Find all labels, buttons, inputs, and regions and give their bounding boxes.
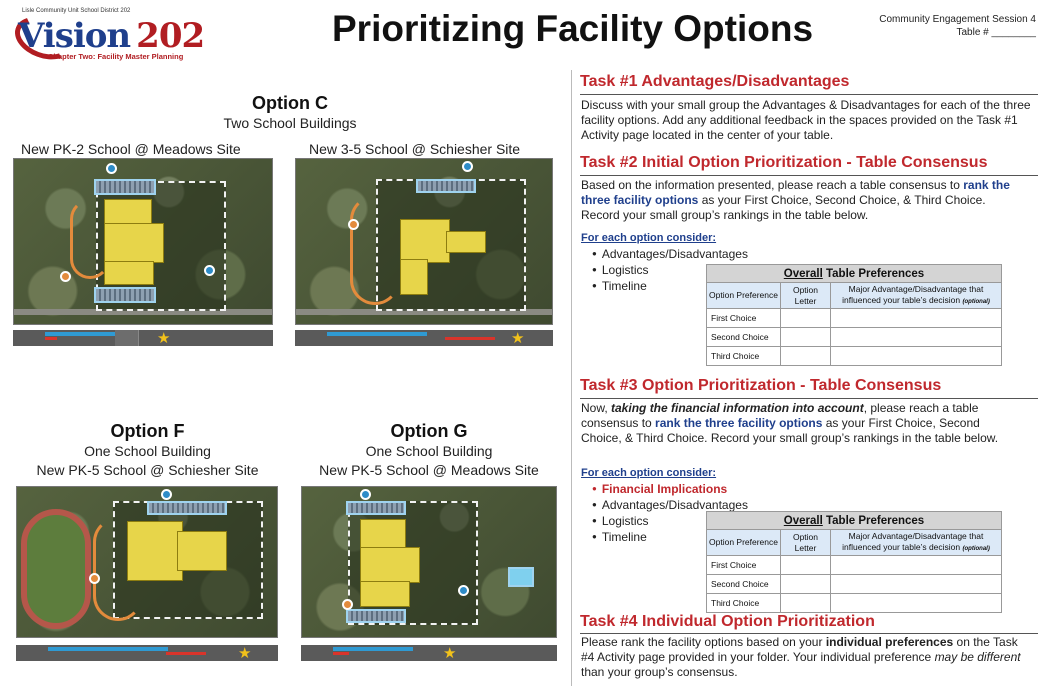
table-row <box>707 309 1002 328</box>
list-item: ● Timeline <box>592 278 748 294</box>
task-2-preferences-table <box>706 264 1002 366</box>
column-header: Option Preference <box>707 530 781 556</box>
option-c-schiesher-map <box>295 158 553 325</box>
option-g-site: New PK-5 School @ Meadows Site <box>319 462 539 478</box>
list-item: ● Financial Implications <box>592 481 748 497</box>
star-icon: ★ <box>511 330 525 346</box>
task-1-body: Discuss with your small group the Advantages & Disadvantages for each of the three facility options. Add any additional feedback in the spaces provided on the Task #1 Activity page located in the center of your table. <box>581 98 1031 142</box>
table-row <box>707 594 1002 613</box>
reason-cell[interactable] <box>831 309 1002 328</box>
task-2-heading: Task #2 Initial Option Prioritization - Table Consensus <box>580 154 988 171</box>
option-f-heading <box>20 420 275 480</box>
task-4-heading: Task #4 Individual Option Prioritization <box>580 613 875 630</box>
option-c-right-timeline <box>295 330 553 346</box>
option-g-map <box>301 486 557 638</box>
option-c-left-timeline <box>13 330 273 346</box>
table-row <box>707 575 1002 594</box>
task-2-consider-label: For each option consider: <box>581 232 717 244</box>
page-title: Prioritizing Facility Options <box>332 8 814 49</box>
reason-cell[interactable] <box>831 556 1002 575</box>
option-g-title: Option G <box>390 421 468 441</box>
row-label: Second Choice <box>707 328 781 347</box>
table-number-field: Table # ________ <box>956 27 1036 38</box>
task-2-body: Based on the information presented, please reach a table consensus to rank the three facility options as your First Choice, Second Choice, & Third Choice. Record your small group’s rankings in the table below. <box>581 178 1010 222</box>
task-1-rule <box>580 94 1038 95</box>
task-4-rule <box>580 633 1038 634</box>
option-f-site: New PK-5 School @ Schiesher Site <box>36 462 259 478</box>
option-letter-cell[interactable] <box>781 575 831 594</box>
reason-cell[interactable] <box>831 328 1002 347</box>
list-item: ● Logistics <box>592 513 748 529</box>
option-letter-cell[interactable] <box>781 347 831 366</box>
logo-subtitle: Chapter Two: Facility Master Planning <box>48 52 184 61</box>
option-f-subtitle: One School Building <box>84 443 211 459</box>
option-c-title: Option C <box>252 93 328 113</box>
option-letter-cell[interactable] <box>781 594 831 613</box>
session-label: Community Engagement Session 4 <box>879 14 1036 25</box>
option-c-meadows-map <box>13 158 273 325</box>
option-letter-cell[interactable] <box>781 328 831 347</box>
reason-cell[interactable] <box>831 347 1002 366</box>
table-caption: Overall Table Preferences <box>707 512 1002 530</box>
list-item: ● Timeline <box>592 529 748 545</box>
session-info <box>879 13 1036 39</box>
row-label: Second Choice <box>707 575 781 594</box>
row-label: Third Choice <box>707 347 781 366</box>
table-row <box>707 328 1002 347</box>
option-c-right-site: New 3-5 School @ Schiesher Site <box>309 141 521 157</box>
list-item: ● Logistics <box>592 262 748 278</box>
column-header: Major Advantage/Disadvantage that influenced your table’s decision (optional) <box>831 283 1002 309</box>
option-g-heading <box>300 420 558 480</box>
table-row <box>707 347 1002 366</box>
panel-divider <box>571 70 572 686</box>
star-icon: ★ <box>443 645 457 661</box>
task-3-consider-label: For each option consider: <box>581 467 717 479</box>
option-f-timeline <box>16 645 278 661</box>
task-3-preferences-table <box>706 511 1002 613</box>
star-icon: ★ <box>238 645 252 661</box>
option-letter-cell[interactable] <box>781 556 831 575</box>
list-item: ● Advantages/Disadvantages <box>592 246 748 262</box>
vision-202-logo <box>12 6 205 64</box>
task-2-rule <box>580 175 1038 176</box>
option-c-subtitle: Two School Buildings <box>223 115 357 131</box>
option-g-subtitle: One School Building <box>365 443 493 459</box>
option-c-heading <box>200 92 380 133</box>
table-row <box>707 556 1002 575</box>
star-icon: ★ <box>157 330 171 346</box>
reason-cell[interactable] <box>831 575 1002 594</box>
list-item: ● Advantages/Disadvantages <box>592 497 748 513</box>
column-header: Option Letter <box>781 530 831 556</box>
logo-wordmark: Vision 202 <box>18 16 205 56</box>
option-f-title: Option F <box>110 421 185 441</box>
task-3-body: Now, taking the financial information into account, please reach a table consensus to rank the three facility options as your First Choice, Second Choice, & Third Choice. Record your small group’s rankings in the table below. <box>581 401 999 445</box>
task-1-heading: Task #1 Advantages/Disadvantages <box>580 73 850 90</box>
table-caption: Overall Table Preferences <box>707 265 1002 283</box>
task-3-heading: Task #3 Option Prioritization - Table Consensus <box>580 377 942 394</box>
option-c-left-site: New PK-2 School @ Meadows Site <box>21 141 241 157</box>
task-4-body: Please rank the facility options based on your individual preferences on the Task #4 Activity page provided in your folder. Your individual preference may be different than your group’s consensus. <box>581 635 1021 679</box>
district-name: Lisle Community Unit School District 202 <box>22 8 131 14</box>
option-f-map <box>16 486 278 638</box>
column-header: Major Advantage/Disadvantage that influenced your table’s decision (optional) <box>831 530 1002 556</box>
row-label: First Choice <box>707 556 781 575</box>
column-header: Option Preference <box>707 283 781 309</box>
reason-cell[interactable] <box>831 594 1002 613</box>
option-g-timeline <box>301 645 557 661</box>
task-3-rule <box>580 398 1038 399</box>
option-letter-cell[interactable] <box>781 309 831 328</box>
row-label: First Choice <box>707 309 781 328</box>
row-label: Third Choice <box>707 594 781 613</box>
column-header: Option Letter <box>781 283 831 309</box>
